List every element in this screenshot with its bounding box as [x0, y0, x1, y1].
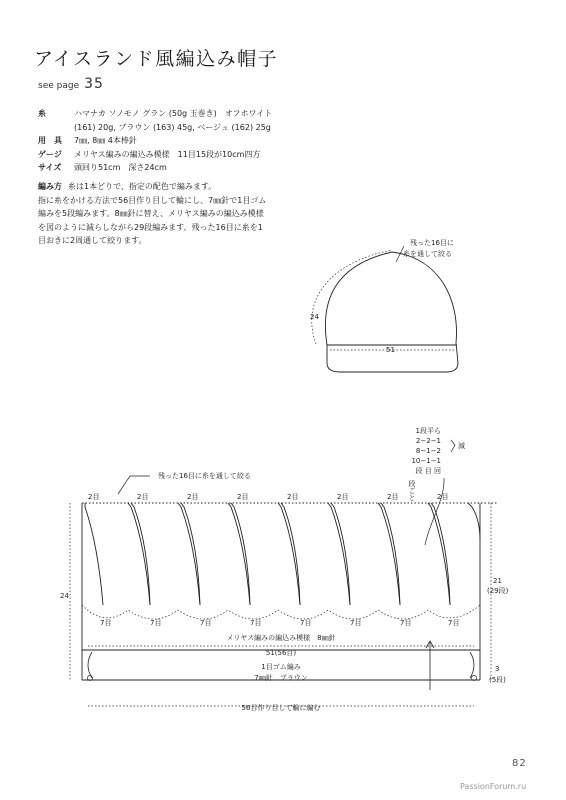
- wedge-top-label: 2目: [287, 493, 299, 501]
- decrease-table: [411, 426, 441, 475]
- decrease-side-label: 段ごと: [408, 480, 416, 501]
- wedge-top-label: 2目: [88, 493, 100, 501]
- wedge-top-label: 2目: [187, 493, 199, 501]
- spec-key: ゲージ: [38, 149, 62, 159]
- wedge-top-label: 2目: [387, 493, 399, 501]
- hat-note-1: 残った16目に: [410, 239, 454, 247]
- body-height-label: 21: [493, 577, 502, 585]
- hat-sketch: [312, 246, 458, 372]
- wedge-5: [281, 503, 350, 605]
- wedge-6: [331, 503, 400, 605]
- wedge-2: [131, 503, 200, 605]
- page-title: アイスランド風編込み帽子: [34, 48, 279, 70]
- wedge-bottom-label: 7目: [150, 619, 162, 627]
- decrease-row: 1段平ら: [415, 427, 441, 435]
- wedge-top-label: 2目: [437, 493, 449, 501]
- wedge-bottom-label: 7目: [400, 619, 412, 627]
- spec-value: ハマナカ ソノモノ グラン (50g 玉巻き) オフホワイト: [74, 109, 273, 118]
- wedge-bottom-label: 7目: [100, 619, 112, 627]
- wedge-bottom-label: 7目: [250, 619, 262, 627]
- hat-crown-outline: [325, 252, 456, 345]
- pattern-label: メリヤス編みの編込み模様 8㎜針: [226, 634, 336, 642]
- spec-value: (161) 20g, ブラウン (163) 45g, ベージュ (162) 25g: [74, 122, 271, 132]
- hat-height-label: 24: [310, 313, 319, 321]
- wedge-7: [381, 503, 450, 605]
- wedge-bottom-labels: [100, 619, 459, 627]
- wedge-bottom-label: 7目: [300, 619, 312, 627]
- wedge-scallops: [82, 605, 480, 619]
- wedge-4: [231, 503, 300, 605]
- chart-note-leader: [118, 476, 150, 494]
- watermark: PassionForum.ru: [460, 782, 527, 791]
- spec-value: 頭回り51cm 深さ24cm: [74, 163, 167, 172]
- ribbing-label: 1目ゴム編み: [261, 663, 301, 671]
- spec-value: メリヤス編みの編込み模様 11目15段が10cm四方: [74, 149, 261, 159]
- method-line: 編みを5段編みます。8㎜針に替え、メリヤス編みの編込み模様: [38, 209, 264, 218]
- method-line: 指に糸をかける方法で56目作り目して輪にし、7㎜針で1目ゴム: [38, 195, 267, 205]
- decrease-row: 8−1−2: [415, 447, 441, 455]
- cast-on-label: 56目作り目して輪に編む: [241, 704, 321, 712]
- hat-height-dim: [312, 250, 392, 344]
- ribbing-needle-label: 7㎜針 ブラウン: [254, 674, 308, 682]
- method-line: を図のように減らしながら29段編みます。残った16目に糸を1: [38, 222, 263, 232]
- wedge-top-label: 2目: [137, 493, 149, 501]
- wedge-8: [431, 503, 480, 605]
- chart-top-note: 残った16目に糸を通して絞る: [158, 472, 251, 480]
- spec-key: 用 具: [38, 136, 62, 145]
- wedge-bottom-label: 7目: [448, 619, 460, 627]
- wedge-bottom-label: 7目: [200, 619, 212, 627]
- total-height-label: 24: [60, 592, 69, 600]
- ribbing-rows-label: (5段): [489, 676, 506, 684]
- decrease-leader: [425, 478, 444, 545]
- wedge-bottom-label: 7目: [350, 619, 362, 627]
- decrease-row: 10−1−1: [411, 457, 441, 465]
- width-label: 51(56目): [265, 649, 297, 657]
- spec-key: 糸: [38, 109, 46, 118]
- hat-note-2: 糸を通して絞る: [403, 250, 452, 258]
- page-number: 82: [512, 758, 527, 769]
- ribbing-height-label: 3: [495, 665, 500, 673]
- method-key: 編み方: [38, 182, 62, 191]
- wedge-top-label: 2目: [337, 493, 349, 501]
- decrease-brace: [451, 440, 455, 452]
- wedge-top-labels: [88, 493, 448, 501]
- see-page-number: 35: [84, 76, 104, 92]
- spec-value: 7㎜, 8㎜ 4本棒針: [74, 136, 137, 145]
- decrease-label: 減: [458, 442, 465, 450]
- hat-width-label: 51: [386, 346, 395, 354]
- wedge-3: [181, 503, 250, 605]
- wedge-1: [85, 503, 150, 605]
- method-line: 目おきに2周通して絞ります。: [38, 236, 147, 245]
- spec-key: サイズ: [38, 163, 62, 172]
- wedge-top-label: 2目: [237, 493, 249, 501]
- body-rows-label: (29段): [487, 587, 509, 595]
- see-page-label: see page: [38, 81, 80, 91]
- decrease-row: 2−2−1: [415, 437, 441, 445]
- decrease-row: 段 目 回: [415, 467, 441, 475]
- method-line: 糸は1本どりで、指定の配色で編みます。: [68, 182, 217, 191]
